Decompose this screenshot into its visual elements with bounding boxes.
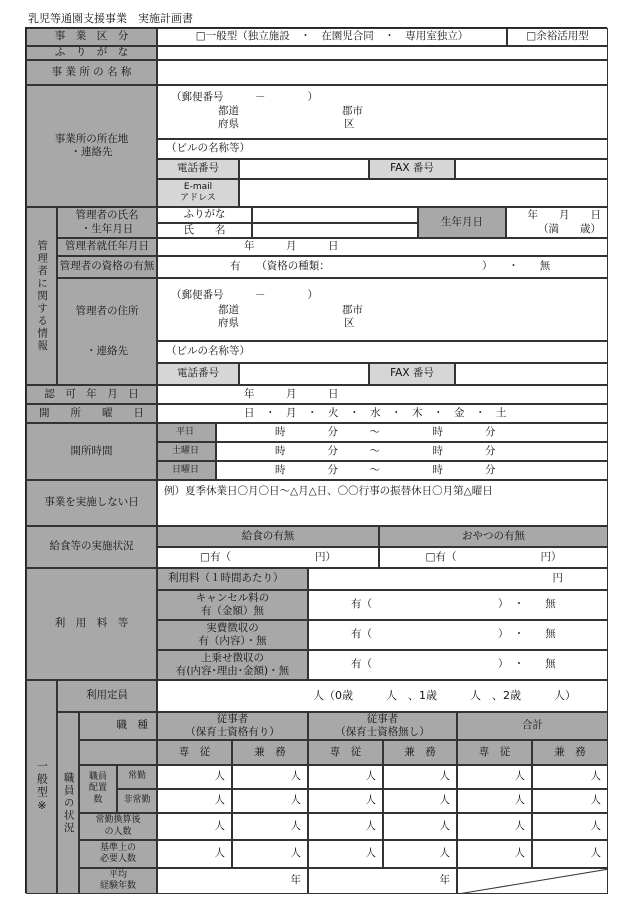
- count-nonregular-total-full[interactable]: 人: [457, 789, 532, 813]
- col-qualified-header: [157, 712, 308, 740]
- fee-cancel-field[interactable]: 有（ ） ・ 無: [308, 590, 608, 620]
- col-total-full: 専 従: [457, 740, 532, 765]
- count-required-qualified-part[interactable]: 人: [232, 840, 308, 868]
- fee-extra-label: [157, 650, 308, 680]
- count-regular-qualified-full[interactable]: 人: [157, 765, 232, 789]
- meal-field[interactable]: □有（ 円）: [157, 547, 379, 568]
- fee-cancel-label-2: 有（金額）無: [201, 605, 264, 617]
- fee-hourly-field[interactable]: 円: [308, 568, 608, 590]
- approval-date-label: 認 可 年 月 日: [26, 385, 157, 404]
- count-converted-qualified-full[interactable]: 人: [157, 813, 232, 840]
- manager-qual-label: 管理者の資格の有無: [57, 256, 157, 278]
- business-type-label: 事 業 区 分: [26, 28, 157, 46]
- col-unqualified-header-1: 従事者: [366, 712, 399, 725]
- closed-days-label: 事業を実施しない日: [26, 480, 157, 526]
- diagonal-line-icon: [458, 869, 608, 894]
- col-qualified-part: 兼 務: [232, 740, 308, 765]
- business-type-general-option[interactable]: □一般型（独立施設 ・ 在園児合同 ・ 専用室独立）: [157, 28, 507, 46]
- count-regular-total-full[interactable]: 人: [457, 765, 532, 789]
- open-days-label: 開 所 曜 日: [26, 404, 157, 423]
- staff-assigned-label: 職員配置数: [79, 765, 117, 813]
- col-qualified-full: 専 従: [157, 740, 232, 765]
- facility-name-field[interactable]: [157, 60, 608, 85]
- manager-group-label: 管理者に関する情報: [26, 207, 57, 385]
- open-days-field[interactable]: 日 ・ 月 ・ 火 ・ 水 ・ 木 ・ 金 ・ 土: [157, 404, 608, 423]
- location-fax-field[interactable]: [455, 159, 608, 179]
- manager-name-label: [57, 207, 157, 238]
- closed-days-field[interactable]: 例）夏季休業日〇月〇日～△月△日、〇〇行事の振替休日〇月第△曜日: [157, 480, 608, 526]
- fee-extra-label-1: 上乗せ徴収の: [201, 651, 264, 664]
- location-city-top: 郡市: [342, 105, 363, 117]
- count-required-total-full[interactable]: 人: [457, 840, 532, 868]
- location-pref-bottom: 府県: [218, 118, 239, 130]
- manager-phone-field[interactable]: [239, 363, 369, 385]
- manager-furigana-field[interactable]: [252, 207, 418, 223]
- location-email-field[interactable]: [239, 179, 608, 207]
- count-nonregular-qualified-part[interactable]: 人: [232, 789, 308, 813]
- location-phone-field[interactable]: [239, 159, 369, 179]
- business-type-surplus-option[interactable]: □余裕活用型: [507, 28, 608, 46]
- count-nonregular-total-part[interactable]: 人: [532, 789, 608, 813]
- col-total-part: 兼 務: [532, 740, 608, 765]
- fee-actual-label-2: 有（内容）・無: [198, 635, 267, 647]
- count-regular-total-part[interactable]: 人: [532, 765, 608, 789]
- count-nonregular-unqualified-full[interactable]: 人: [308, 789, 383, 813]
- open-hours-saturday-field[interactable]: 時 分 ～ 時 分: [216, 442, 608, 461]
- fee-cancel-label: [157, 590, 308, 620]
- col-qualified-header-2: （保育士資格有り）: [185, 726, 280, 738]
- snack-header: おやつの有無: [379, 526, 608, 547]
- count-nonregular-qualified-full[interactable]: 人: [157, 789, 232, 813]
- furigana-label: ふ り が な: [26, 46, 157, 60]
- fee-extra-label-2: 有(内容･理由･金額)・無: [175, 665, 290, 677]
- count-required-qualified-full[interactable]: 人: [157, 840, 232, 868]
- meals-label: 給食等の実施状況: [26, 526, 157, 568]
- location-postal: （郵便番号 － ）: [171, 91, 318, 103]
- capacity-label: 利用定員: [57, 680, 157, 712]
- count-converted-unqualified-part[interactable]: 人: [383, 813, 457, 840]
- count-required-unqualified-part[interactable]: 人: [383, 840, 457, 868]
- staff-required-label: [79, 840, 157, 868]
- open-hours-saturday-label: 土曜日: [157, 442, 216, 461]
- count-converted-total-full[interactable]: 人: [457, 813, 532, 840]
- col-unqualified-part: 兼 務: [383, 740, 457, 765]
- count-converted-total-part[interactable]: 人: [532, 813, 608, 840]
- staff-experience-label-2: 経験年数: [99, 881, 136, 891]
- manager-fullname-label: 氏 名: [157, 223, 252, 238]
- manager-phone-label: 電話番号: [157, 363, 239, 385]
- staff-converted-label: [79, 813, 157, 840]
- count-regular-unqualified-part[interactable]: 人: [383, 765, 457, 789]
- location-fax-label: FAX 番号: [369, 159, 455, 179]
- manager-building-field[interactable]: （ビルの名称等）: [157, 341, 608, 363]
- capacity-field[interactable]: 人（0歳 人 、1歳 人 、2歳 人）: [157, 680, 608, 712]
- manager-city-top: 郡市: [342, 304, 363, 316]
- manager-furigana-label: ふりがな: [157, 207, 252, 223]
- manager-name-label-2: ・生年月日: [80, 222, 134, 235]
- fee-actual-label-1: 実費徴収の: [206, 621, 259, 634]
- manager-birth-date: 年 月 日: [527, 209, 601, 222]
- col-qualified-header-1: 従事者: [216, 712, 249, 725]
- meal-header: 給食の有無: [157, 526, 379, 547]
- experience-qualified-field[interactable]: 年: [157, 868, 308, 894]
- location-label-line2: ・連絡先: [70, 146, 113, 158]
- col-unqualified-header-2: （保育士資格無し）: [335, 726, 430, 738]
- fee-actual-field[interactable]: 有（ ） ・ 無: [308, 620, 608, 650]
- open-hours-sunday-label: 日曜日: [157, 461, 216, 480]
- manager-qual-field[interactable]: 有 （資格の種類： ） ・ 無: [157, 256, 608, 278]
- open-hours-sunday-field[interactable]: 時 分 ～ 時 分: [216, 461, 608, 480]
- fee-extra-field[interactable]: 有（ ） ・ 無: [308, 650, 608, 680]
- location-pref-top: 都道: [218, 105, 239, 117]
- staff-required-label-1: 基準上の: [99, 842, 136, 853]
- manager-fax-field[interactable]: [455, 363, 608, 385]
- manager-start-field[interactable]: 年 月 日: [157, 238, 608, 256]
- general-type-side-label: 一般型※: [26, 680, 57, 894]
- manager-address-label: [57, 278, 157, 385]
- manager-pref-top: 都道: [218, 304, 239, 316]
- manager-start-label: 管理者就任年月日: [57, 238, 157, 256]
- open-hours-weekday-field[interactable]: 時 分 ～ 時 分: [216, 423, 608, 442]
- manager-address-label-1: 管理者の住所: [75, 305, 139, 318]
- manager-birth-field[interactable]: [506, 207, 608, 238]
- fee-hourly-label: 利用料（１時間あたり）: [157, 568, 308, 590]
- manager-postal: （郵便番号 － ）: [171, 289, 318, 301]
- location-building-field[interactable]: （ビルの名称等）: [157, 139, 608, 159]
- snack-field[interactable]: □有（ 円）: [379, 547, 608, 568]
- col-total-header: 合計: [457, 712, 608, 740]
- manager-city-bottom: 区: [344, 317, 355, 329]
- approval-date-field[interactable]: 年 月 日: [157, 385, 608, 404]
- manager-fullname-field[interactable]: [252, 223, 418, 238]
- open-hours-label: 開所時間: [26, 423, 157, 480]
- staff-regular-label: 常勤: [117, 765, 157, 789]
- location-city-bottom: 区: [344, 118, 355, 130]
- count-regular-qualified-part[interactable]: 人: [232, 765, 308, 789]
- manager-name-label-1: 管理者の氏名: [75, 209, 139, 222]
- staff-status-label: 職員の状況: [57, 712, 79, 894]
- count-required-unqualified-full[interactable]: 人: [308, 840, 383, 868]
- staff-experience-label: [79, 868, 157, 894]
- location-email-label: [157, 179, 239, 207]
- staff-required-label-2: 必要人数: [99, 854, 136, 864]
- manager-birth-label: 生年月日: [418, 207, 506, 238]
- staff-experience-label-1: 平均: [108, 869, 127, 880]
- count-converted-qualified-part[interactable]: 人: [232, 813, 308, 840]
- staff-nonregular-label: 非常勤: [117, 789, 157, 813]
- location-label: [26, 85, 157, 207]
- fee-actual-label: [157, 620, 308, 650]
- count-required-total-part[interactable]: 人: [532, 840, 608, 868]
- location-email-label-2: アドレス: [180, 193, 216, 203]
- document-title: 乳児等通園支援事業 実施計画書: [28, 12, 193, 25]
- open-hours-weekday-label: 平日: [157, 423, 216, 442]
- manager-address-label-2: ・連絡先: [86, 344, 128, 357]
- furigana-field[interactable]: [157, 46, 608, 60]
- location-email-label-1: E-mail: [183, 181, 213, 192]
- manager-birth-age: （満 歳）: [538, 222, 601, 235]
- fee-cancel-label-1: キャンセル料の: [195, 591, 270, 604]
- manager-fax-label: FAX 番号: [369, 363, 455, 385]
- job-type-header: 職 種: [79, 712, 157, 740]
- fees-label: 利 用 料 等: [26, 568, 157, 680]
- location-label-line1: 事業所の所在地: [54, 132, 129, 145]
- experience-total-disabled-cell: [457, 868, 608, 894]
- manager-pref-bottom: 府県: [218, 317, 239, 329]
- facility-name-label: 事 業 所 の 名 称: [26, 60, 157, 85]
- experience-unqualified-field[interactable]: 年: [308, 868, 457, 894]
- count-nonregular-unqualified-part[interactable]: 人: [383, 789, 457, 813]
- plan-form: [25, 27, 607, 893]
- col-unqualified-full: 専 従: [308, 740, 383, 765]
- staff-converted-label-2: の人数: [104, 826, 132, 837]
- job-type-header-blank: [79, 740, 157, 765]
- staff-converted-label-1: 常勤換算後: [95, 815, 141, 826]
- count-regular-unqualified-full[interactable]: 人: [308, 765, 383, 789]
- count-converted-unqualified-full[interactable]: 人: [308, 813, 383, 840]
- col-unqualified-header: [308, 712, 457, 740]
- location-phone-label: 電話番号: [157, 159, 239, 179]
